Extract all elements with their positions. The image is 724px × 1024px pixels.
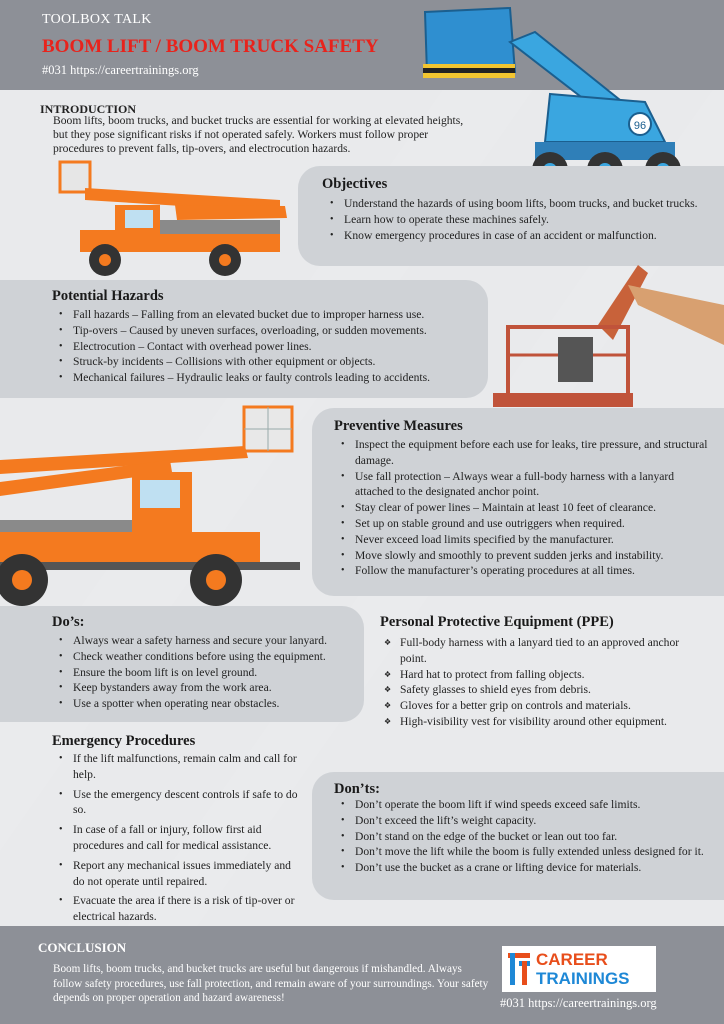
list-item: • Ensure the boom lift is on level ground.	[55, 665, 360, 681]
list-item: • Inspect the equipment before each use for leaks, tire pressure, and structural damage.	[337, 437, 712, 469]
logo-line1: CAREER	[536, 950, 608, 969]
list-item: • Tip-overs – Caused by uneven surfaces, overloading, or sudden movements.	[55, 323, 480, 339]
emergency-title: Emergency Procedures	[52, 733, 196, 749]
footer-url[interactable]: #031 https://careertrainings.org	[500, 996, 657, 1010]
list-item: • Don’t stand on the edge of the bucket or lean out too far.	[337, 829, 712, 845]
list-item: • Fall hazards – Falling from an elevated bucket due to improper harness use.	[55, 307, 480, 323]
page-title: BOOM LIFT / BOOM TRUCK SAFETY	[42, 36, 379, 57]
list-item: • Mechanical failures – Hydraulic leaks or faulty controls leading to accidents.	[55, 370, 480, 386]
list-item: • If the lift malfunctions, remain calm and call for help.	[55, 751, 305, 783]
list-item: • Struck-by incidents – Collisions with other equipment or objects.	[55, 354, 480, 370]
list-item: • Don’t operate the boom lift if wind speeds exceed safe limits.	[337, 797, 712, 813]
donts-list	[337, 797, 712, 876]
list-item: • Don’t use the bucket as a crane or lifting device for materials.	[337, 860, 712, 876]
intro-title: INTRODUCTION	[40, 102, 137, 116]
list-item: ❖ Full-body harness with a lanyard tied to an approved anchor point.	[382, 635, 682, 667]
logo-mark-icon	[506, 951, 532, 987]
list-item: • Understand the hazards of using boom lifts, boom trucks, and bucket trucks.	[326, 196, 706, 212]
lift-badge-text: 96	[633, 120, 647, 132]
list-item: ❖ Gloves for a better grip on controls and materials.	[382, 698, 682, 714]
header-url: #031 https://careertrainings.org	[42, 63, 199, 77]
career-trainings-logo[interactable]	[502, 946, 656, 992]
objectives-list	[326, 196, 706, 243]
conclusion-title: CONCLUSION	[38, 940, 127, 955]
list-item: ❖ Safety glasses to shield eyes from debris.	[382, 682, 682, 698]
hazards-title: Potential Hazards	[52, 288, 164, 304]
preventive-list	[337, 437, 712, 579]
objectives-title: Objectives	[322, 176, 388, 192]
list-item: • Know emergency procedures in case of an accident or malfunction.	[326, 228, 706, 244]
list-item: • Don’t move the lift while the boom is fully extended unless designed for it.	[337, 844, 712, 860]
logo-line2: TRAININGS	[536, 969, 630, 988]
dos-list	[55, 633, 360, 712]
orange-truck-illustration	[55, 160, 295, 285]
list-item: • Learn how to operate these machines safely.	[326, 212, 706, 228]
list-item: ❖ Hard hat to protect from falling objects.	[382, 667, 682, 683]
list-item: • Keep bystanders away from the work area.	[55, 680, 360, 696]
list-item: • Set up on stable ground and use outriggers when required.	[337, 516, 712, 532]
list-item: • Stay clear of power lines – Maintain at least 10 feet of clearance.	[337, 500, 712, 516]
list-item: • Evacuate the area if there is a risk of tip-over or electrical hazards.	[55, 893, 305, 925]
hazards-list	[55, 307, 480, 386]
list-item: • Electrocution – Contact with overhead power lines.	[55, 339, 480, 355]
header-tag: TOOLBOX TALK	[42, 12, 152, 27]
list-item: • Move slowly and smoothly to prevent sudden jerks and instability.	[337, 548, 712, 564]
list-item: • Never exceed load limits specified by the manufacturer.	[337, 532, 712, 548]
list-item: • Use fall protection – Always wear a full-body harness with a lanyard attached to the designated anchor point.	[337, 469, 712, 501]
list-item: • Don’t exceed the lift’s weight capacity.	[337, 813, 712, 829]
ppe-title: Personal Protective Equipment (PPE)	[380, 614, 614, 630]
list-item: • Report any mechanical issues immediately and do not operate until repaired.	[55, 858, 305, 890]
preventive-title: Preventive Measures	[334, 418, 463, 434]
list-item: • Use a spotter when operating near obstacles.	[55, 696, 360, 712]
conclusion-body: Boom lifts, boom trucks, and bucket trucks are useful but dangerous if mishandled. Always follow safety procedures, use fall protection, and remain aware of your surroundings. Your safety depends on proper operation and hazard awareness!	[53, 963, 489, 1004]
list-item: • Always wear a safety harness and secure your lanyard.	[55, 633, 360, 649]
lift-basket-illustration	[488, 265, 724, 415]
list-item: • Use the emergency descent controls if safe to do so.	[55, 787, 305, 819]
list-item: • Follow the manufacturer’s operating procedures at all times.	[337, 563, 712, 579]
dos-title: Do’s:	[52, 614, 85, 630]
list-item: • Check weather conditions before using the equipment.	[55, 649, 360, 665]
donts-title: Don’ts:	[334, 781, 380, 797]
list-item: • In case of a fall or injury, follow first aid procedures and call for medical assistance.	[55, 822, 305, 854]
bucket-truck-illustration	[0, 402, 300, 614]
intro-body: Boom lifts, boom trucks, and bucket trucks are essential for working at elevated heights, but they pose significant risks if not operated safely. Workers must follow proper procedures to prevent falls, tip-overs, and electrocution hazards.	[53, 114, 464, 155]
list-item: ❖ High-visibility vest for visibility around other equipment.	[382, 714, 682, 730]
ppe-list	[382, 635, 682, 730]
emergency-list	[55, 751, 305, 925]
